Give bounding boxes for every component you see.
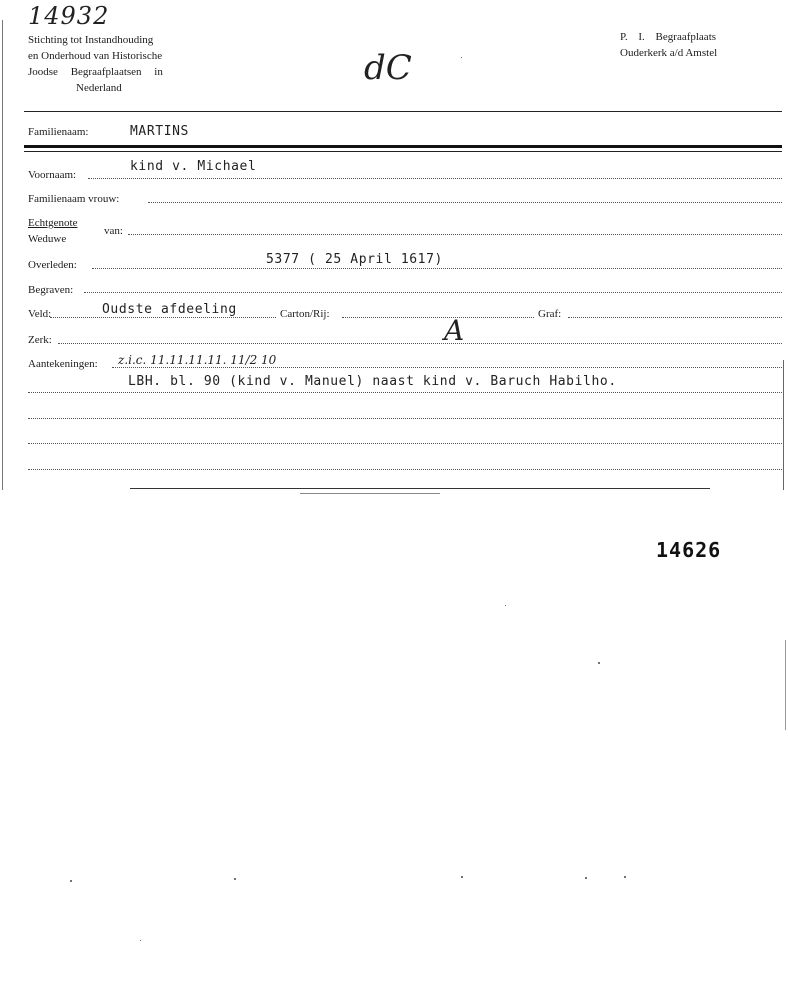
veld-label: Veld: bbox=[28, 308, 52, 320]
notes-dots-line-1 bbox=[28, 392, 782, 393]
van-dots bbox=[128, 234, 782, 235]
zerk-label: Zerk: bbox=[28, 334, 52, 346]
carton-dots bbox=[342, 317, 534, 318]
double-rule-thick bbox=[24, 145, 782, 148]
weduwe-label: Weduwe bbox=[28, 233, 67, 245]
carton-label: Carton/Rij: bbox=[280, 308, 330, 320]
familienaam-vrouw-label: Familienaam vrouw: bbox=[28, 193, 120, 205]
zerk-dots bbox=[58, 343, 782, 344]
familienaam-vrouw-dots bbox=[148, 202, 782, 203]
overleden-label: Overleden: bbox=[28, 259, 77, 271]
scan-speck bbox=[598, 662, 600, 664]
scan-speck bbox=[140, 940, 141, 941]
organisation-line-1: Stichting tot Instandhouding bbox=[28, 34, 154, 46]
begraven-label: Begraven: bbox=[28, 284, 74, 296]
voornaam-label: Voornaam: bbox=[28, 169, 77, 181]
scan-speck bbox=[505, 605, 506, 606]
scan-speck bbox=[70, 880, 72, 882]
familienaam-label: Familienaam: bbox=[28, 126, 89, 138]
familienaam-value: MARTINS bbox=[130, 124, 189, 139]
scan-edge-right-lower bbox=[785, 640, 786, 730]
handwritten-carton-letter: A bbox=[444, 314, 465, 347]
graf-dots bbox=[568, 317, 782, 318]
overleden-value: 5377 ( 25 April 1617) bbox=[266, 252, 443, 267]
handwritten-mark: dC bbox=[364, 48, 412, 88]
scan-edge-right bbox=[783, 360, 784, 490]
scan-speck bbox=[585, 877, 587, 879]
organisation-block bbox=[28, 33, 208, 95]
bottom-rule-faint bbox=[300, 493, 440, 494]
voornaam-dots bbox=[88, 178, 782, 179]
graf-label: Graf: bbox=[538, 308, 562, 320]
scan-edge-left bbox=[2, 20, 3, 490]
scan-speck bbox=[461, 57, 462, 58]
handwritten-number: 14932 bbox=[28, 2, 110, 30]
aantekeningen-handwritten: z.i.c. 11.11.11.11. 11/2 10 bbox=[118, 353, 277, 367]
echtgenote-label: Echtgenote bbox=[28, 217, 78, 229]
scan-speck bbox=[624, 876, 626, 878]
veld-dots bbox=[50, 317, 276, 318]
scan-speck bbox=[461, 876, 463, 878]
organisation-line-2: en Onderhoud van Historische bbox=[28, 50, 163, 62]
van-label: van: bbox=[104, 225, 123, 237]
voornaam-value: kind v. Michael bbox=[130, 159, 257, 174]
bottom-rule bbox=[130, 488, 710, 489]
notes-dots-line-4 bbox=[28, 469, 782, 470]
begraven-dots bbox=[84, 292, 782, 293]
cemetery-block bbox=[620, 30, 760, 60]
organisation-line-4: Nederland bbox=[76, 82, 122, 94]
aantekeningen-dots bbox=[112, 367, 782, 368]
veld-value: Oudste afdeeling bbox=[102, 302, 237, 317]
double-rule-thin bbox=[24, 151, 782, 152]
scan-speck bbox=[234, 878, 236, 880]
aantekeningen-value: LBH. bl. 90 (kind v. Manuel) naast kind v. Baruch Habilho. bbox=[128, 374, 617, 389]
header-rule bbox=[24, 111, 782, 112]
notes-dots-line-2 bbox=[28, 418, 782, 419]
notes-dots-line-3 bbox=[28, 443, 782, 444]
cemetery-line-1: P. I. Begraafplaats bbox=[620, 31, 717, 43]
overleden-dots bbox=[92, 268, 782, 269]
cemetery-line-2: Ouderkerk a/d Amstel bbox=[620, 47, 718, 59]
stamp-number: 14626 bbox=[656, 538, 722, 562]
organisation-line-3: Joodse Begraafplaatsen in bbox=[28, 66, 163, 78]
aantekeningen-label: Aantekeningen: bbox=[28, 358, 98, 370]
